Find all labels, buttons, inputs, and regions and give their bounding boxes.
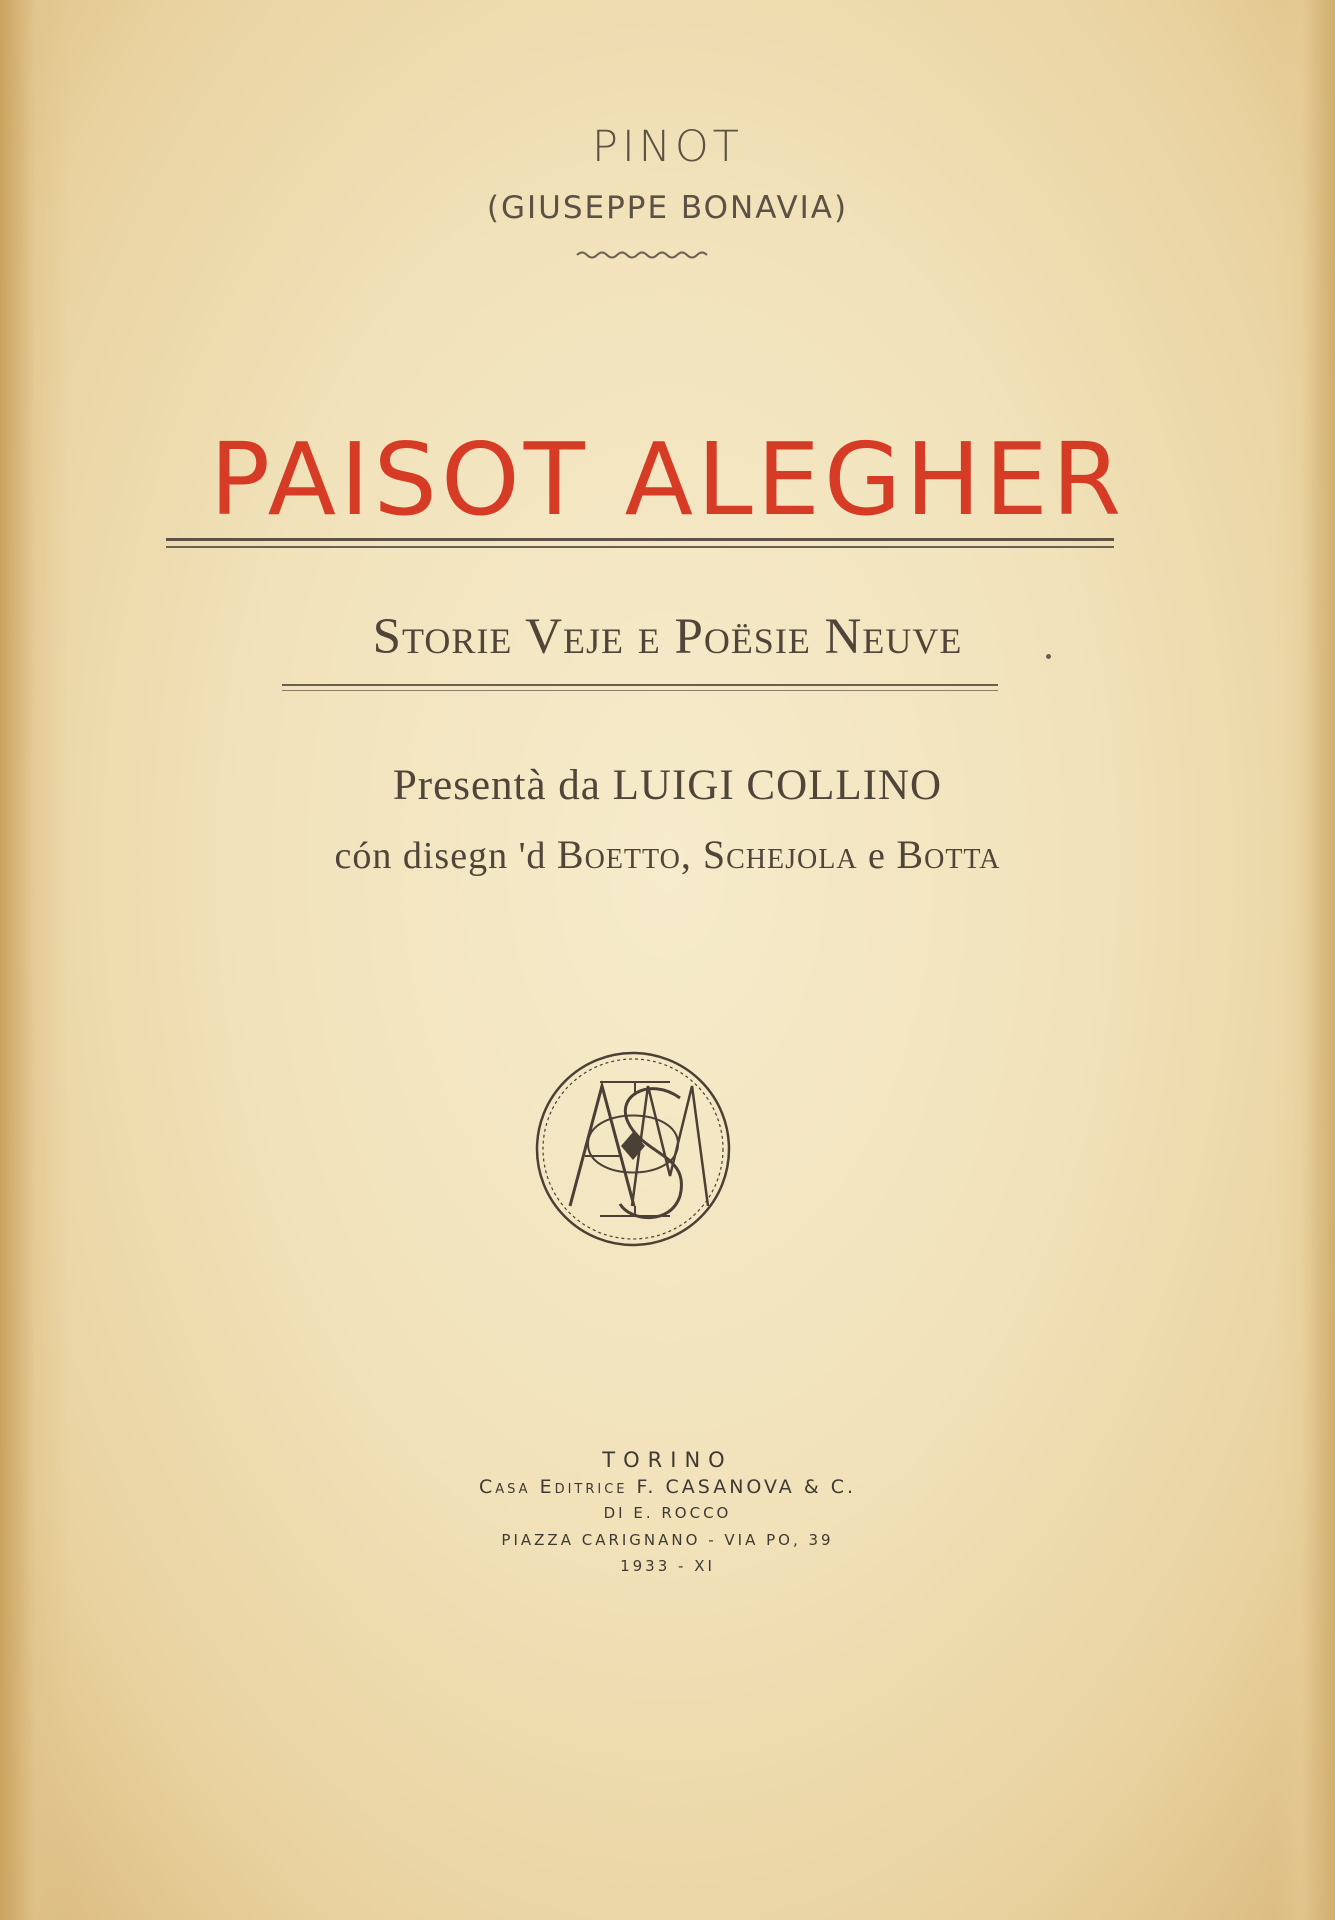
subtitle-dot [1046, 654, 1051, 659]
illustrators-connector: e [868, 835, 886, 877]
book-title: PAISOT ALEGHER [209, 421, 1126, 538]
book-subtitle: Storie Veje e Poësie Neuve [372, 609, 963, 665]
illustrators-line [0, 832, 1335, 877]
publisher-monogram-emblem-icon [530, 1046, 736, 1252]
title-rule-top [166, 538, 1114, 541]
author-real-name: (GIUSEPPE BONAVIA) [486, 190, 849, 226]
imprint-year: 1933 - XI [620, 1557, 715, 1575]
subtitle-rule-bottom [282, 690, 998, 691]
title-rule-bottom [166, 546, 1114, 548]
illustrators-prefix: cón disegn 'd [334, 835, 547, 877]
illustrators-names-1: Boetto, Schejola [556, 832, 858, 877]
wave-ornament-icon [575, 248, 711, 262]
imprint-address: PIAZZA CARIGNANO - VIA PO, 39 [501, 1531, 834, 1549]
imprint-publisher: Casa Editrice F. CASANOVA & C. [478, 1476, 857, 1498]
illustrators-names-2: Botta [896, 832, 1001, 877]
imprint-city: TORINO [602, 1448, 733, 1472]
imprint-proprietor: DI E. ROCCO [603, 1504, 732, 1522]
subtitle-rule-top [282, 684, 998, 686]
presented-by-line: Presentà da LUIGI COLLINO [392, 762, 943, 809]
author-pseudonym: PINOT [592, 122, 743, 172]
